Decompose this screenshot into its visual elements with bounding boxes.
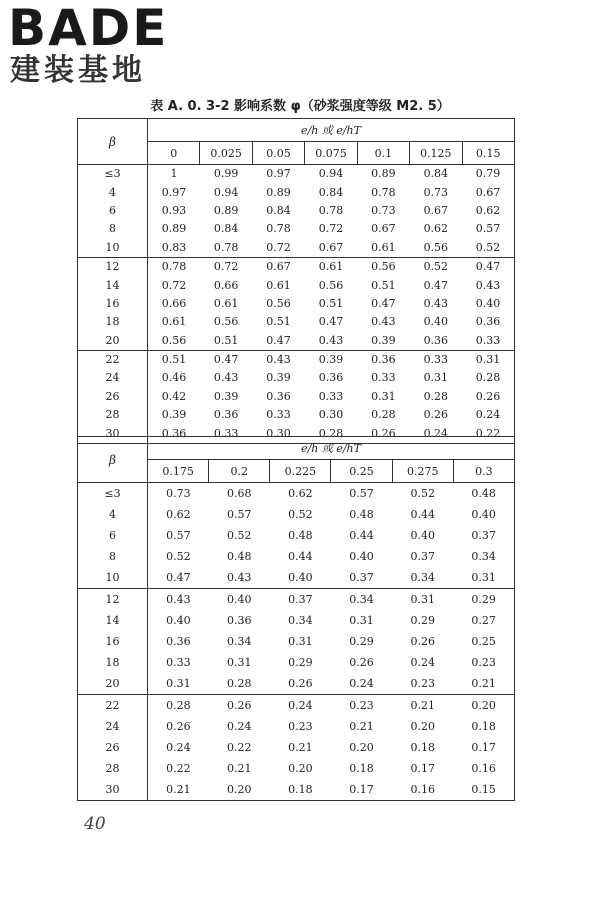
page-number: 40 [84,814,106,834]
phi-cell: 0.37 [270,589,331,611]
table-row [78,220,515,238]
phi-cell: 0.36 [462,313,514,331]
phi-cell: 0.47 [266,333,291,347]
phi-cell: 0.40 [288,570,313,584]
phi-cell: 0.43 [226,570,252,584]
phi-cell: 0.83 [161,240,187,254]
table-row [78,695,515,717]
phi-cell: 0.18 [349,761,374,775]
phi-cell: 0.31 [166,676,191,690]
beta-cell: ≤3 [78,483,148,505]
coefficient-table-1 [77,118,515,444]
phi-cell: 0.52 [166,549,191,563]
phi-cell: 0.31 [423,371,449,385]
phi-cell: 0.51 [148,350,200,369]
table-row [78,546,515,567]
phi-cell: 0.28 [462,369,514,387]
phi-cell: 0.29 [288,655,313,669]
beta-cell: 6 [78,525,148,546]
phi-cell: 0.33 [166,655,191,669]
phi-cell: 0.40 [410,528,435,542]
table-row [78,652,515,673]
beta-cell: 22 [78,350,148,369]
phi-cell: 0.24 [410,655,435,669]
phi-cell: 0.44 [410,507,435,521]
phi-cell: 0.43 [318,333,344,347]
phi-cell: 0.21 [392,695,453,717]
phi-cell: 0.62 [462,202,514,220]
phi-cell: 0.79 [462,165,514,184]
phi-cell: 0.23 [410,676,435,690]
phi-cell: 0.57 [331,483,392,505]
phi-cell: 0.39 [266,371,291,385]
phi-cell: 0.89 [213,203,239,217]
phi-cell: 0.43 [423,296,449,310]
table-row [78,295,515,313]
phi-cell: 0.84 [266,203,291,217]
phi-cell: 0.62 [270,483,331,505]
column-header: 0.025 [200,142,252,165]
phi-cell: 0.37 [349,570,374,584]
phi-cell: 0.29 [410,613,435,627]
table-row [78,673,515,695]
phi-cell: 0.56 [213,315,239,329]
phi-cell: 0.37 [410,549,435,563]
beta-cell: 24 [78,716,148,737]
beta-cell: ≤3 [78,165,148,184]
beta-cell: 4 [78,183,148,201]
phi-cell: 0.26 [410,634,435,648]
phi-cell: 0.40 [209,589,270,611]
phi-cell: 0.36 [213,408,239,422]
beta-cell: 30 [78,424,148,443]
phi-cell: 0.51 [318,296,344,310]
phi-cell: 0.16 [453,758,514,779]
phi-cell: 0.40 [453,504,514,525]
phi-cell: 0.57 [166,528,191,542]
phi-cell: 0.51 [266,315,291,329]
phi-cell: 0.48 [453,483,514,505]
phi-cell: 0.61 [305,257,357,276]
phi-cell: 0.61 [213,296,239,310]
beta-cell: 24 [78,369,148,387]
phi-cell: 0.67 [318,240,344,254]
phi-cell: 0.89 [161,222,187,236]
phi-cell: 0.26 [349,655,374,669]
table-row [78,406,515,424]
phi-cell: 0.25 [453,631,514,652]
table-row [78,257,515,276]
phi-cell: 0.78 [266,222,291,236]
phi-cell: 0.29 [349,634,374,648]
phi-cell: 0.52 [410,257,462,276]
phi-cell: 0.36 [148,424,200,443]
table-row [78,239,515,258]
phi-cell: 0.72 [200,257,252,276]
phi-cell: 0.89 [357,165,409,184]
phi-cell: 0.31 [371,389,396,403]
phi-cell: 0.16 [392,779,453,801]
beta-cell: 14 [78,610,148,631]
phi-cell: 0.56 [266,296,291,310]
phi-cell: 0.44 [349,528,374,542]
phi-cell: 0.20 [453,695,514,717]
column-header: 0.275 [392,460,453,483]
table-row [78,369,515,387]
phi-cell: 0.34 [288,613,313,627]
phi-cell: 0.24 [226,719,252,733]
column-header: 0.25 [331,460,392,483]
phi-cell: 0.57 [226,507,252,521]
phi-cell: 0.21 [349,719,374,733]
beta-header: β [78,437,148,483]
table-row [78,388,515,406]
beta-cell: 10 [78,567,148,589]
phi-cell: 0.47 [371,296,396,310]
phi-cell: 0.56 [161,333,187,347]
phi-cell: 0.47 [423,278,449,292]
phi-cell: 0.52 [392,483,453,505]
phi-cell: 0.29 [453,589,514,611]
phi-cell: 0.46 [161,371,187,385]
phi-cell: 0.61 [266,278,291,292]
phi-cell: 0.30 [318,408,344,422]
phi-cell: 0.89 [266,185,291,199]
beta-cell: 18 [78,652,148,673]
phi-cell: 0.27 [453,610,514,631]
phi-cell: 0.47 [462,257,514,276]
table-row [78,631,515,652]
phi-cell: 0.72 [318,222,344,236]
table-row [78,779,515,801]
beta-cell: 26 [78,388,148,406]
phi-cell: 0.93 [161,203,187,217]
column-header: 0.225 [270,460,331,483]
phi-cell: 0.39 [305,350,357,369]
phi-cell: 0.33 [462,332,514,351]
eh-header: e/h 或 e/hT [148,119,515,142]
phi-cell: 0.23 [288,719,313,733]
beta-cell: 10 [78,239,148,258]
phi-cell: 0.67 [371,222,396,236]
phi-cell: 0.17 [410,761,435,775]
beta-cell: 6 [78,202,148,220]
phi-cell: 0.56 [357,257,409,276]
phi-cell: 0.26 [166,719,191,733]
phi-cell: 0.48 [226,549,252,563]
beta-cell: 20 [78,332,148,351]
column-header: 0.175 [148,460,209,483]
phi-cell: 0.84 [410,165,462,184]
phi-cell: 0.43 [252,350,304,369]
phi-cell: 0.72 [161,278,187,292]
phi-cell: 0.52 [288,507,313,521]
column-header: 0.2 [209,460,270,483]
phi-cell: 0.28 [305,424,357,443]
phi-cell: 0.33 [410,350,462,369]
phi-cell: 0.39 [161,408,187,422]
phi-cell: 0.78 [318,203,344,217]
beta-cell: 20 [78,673,148,695]
phi-cell: 0.40 [349,549,374,563]
phi-cell: 0.33 [200,424,252,443]
phi-cell: 0.47 [318,315,344,329]
phi-cell: 0.36 [226,613,252,627]
phi-cell: 0.18 [410,740,435,754]
phi-cell: 0.26 [357,424,409,443]
table-row [78,276,515,294]
column-header: 0.1 [357,142,409,165]
phi-cell: 0.40 [166,613,191,627]
phi-cell: 0.26 [288,676,313,690]
phi-cell: 0.20 [410,719,435,733]
phi-cell: 0.36 [266,389,291,403]
phi-cell: 0.42 [161,389,187,403]
phi-cell: 0.21 [453,673,514,695]
phi-cell: 0.20 [288,761,313,775]
phi-cell: 0.17 [331,779,392,801]
phi-cell: 0.40 [462,295,514,313]
phi-cell: 0.31 [462,350,514,369]
table-row [78,165,515,184]
phi-cell: 0.61 [161,315,187,329]
phi-cell: 0.39 [213,389,239,403]
phi-cell: 0.94 [305,165,357,184]
beta-cell: 22 [78,695,148,717]
phi-cell: 0.61 [371,240,396,254]
phi-cell: 0.43 [462,276,514,294]
phi-cell: 0.24 [462,406,514,424]
logo-wordmark: BADE [8,0,169,57]
phi-cell: 0.43 [148,589,209,611]
phi-cell: 0.28 [371,408,396,422]
table-row [78,313,515,331]
phi-cell: 0.40 [423,315,449,329]
phi-cell: 0.28 [148,695,209,717]
phi-cell: 0.47 [200,350,252,369]
phi-cell: 0.62 [166,507,191,521]
beta-cell: 8 [78,546,148,567]
phi-cell: 0.20 [349,740,374,754]
phi-cell: 0.51 [371,278,396,292]
column-header: 0 [148,142,200,165]
table-row [78,350,515,369]
phi-cell: 0.20 [209,779,270,801]
beta-cell: 8 [78,220,148,238]
phi-cell: 0.66 [213,278,239,292]
beta-cell: 4 [78,504,148,525]
phi-cell: 0.62 [423,222,449,236]
phi-cell: 0.43 [371,315,396,329]
phi-cell: 0.39 [371,333,396,347]
phi-cell: 0.72 [266,240,291,254]
column-header: 0.05 [252,142,304,165]
beta-cell: 16 [78,295,148,313]
phi-cell: 0.28 [423,389,449,403]
phi-cell: 0.94 [213,185,239,199]
beta-cell: 18 [78,313,148,331]
coefficient-table-2 [77,436,515,801]
phi-cell: 0.44 [288,549,313,563]
brand-logo [8,2,178,90]
phi-cell: 0.15 [453,779,514,801]
table-row [78,716,515,737]
phi-cell: 0.34 [410,570,435,584]
phi-cell: 0.36 [166,634,191,648]
phi-cell: 0.48 [349,507,374,521]
beta-cell: 14 [78,276,148,294]
table-row [78,504,515,525]
phi-cell: 0.21 [288,740,313,754]
phi-cell: 0.24 [270,695,331,717]
phi-cell: 0.31 [288,634,313,648]
phi-cell: 0.73 [371,203,396,217]
beta-cell: 28 [78,406,148,424]
table-row [78,183,515,201]
table-caption: 表 A. 0. 3-2 影响系数 φ（砂浆强度等级 M2. 5） [150,99,450,114]
phi-cell: 0.23 [331,695,392,717]
phi-cell: 0.36 [357,350,409,369]
column-header: 0.075 [305,142,357,165]
phi-cell: 0.99 [200,165,252,184]
table-row [78,202,515,220]
phi-cell: 0.18 [270,779,331,801]
table-row [78,610,515,631]
phi-cell: 0.17 [453,737,514,758]
phi-cell: 0.33 [371,371,396,385]
phi-cell: 0.31 [226,655,252,669]
phi-cell: 0.97 [161,185,187,199]
phi-cell: 0.84 [213,222,239,236]
phi-cell: 0.26 [209,695,270,717]
phi-cell: 0.24 [166,740,191,754]
phi-cell: 0.84 [318,185,344,199]
phi-cell: 0.31 [453,567,514,589]
phi-cell: 0.26 [462,388,514,406]
table-row [78,567,515,589]
table-row [78,737,515,758]
phi-cell: 0.52 [462,239,514,258]
phi-cell: 0.22 [226,740,252,754]
column-header: 0.3 [453,460,514,483]
phi-cell: 0.73 [423,185,449,199]
phi-cell: 0.43 [213,371,239,385]
phi-cell: 0.34 [331,589,392,611]
phi-cell: 0.28 [226,676,252,690]
phi-cell: 0.37 [453,525,514,546]
phi-cell: 0.30 [252,424,304,443]
phi-cell: 0.48 [288,528,313,542]
beta-cell: 26 [78,737,148,758]
phi-cell: 0.24 [349,676,374,690]
phi-cell: 0.36 [318,371,344,385]
phi-cell: 0.33 [318,389,344,403]
phi-cell: 1 [148,165,200,184]
phi-cell: 0.56 [423,240,449,254]
phi-cell: 0.22 [462,424,514,443]
phi-cell: 0.34 [453,546,514,567]
phi-cell: 0.67 [423,203,449,217]
phi-cell: 0.78 [371,185,396,199]
phi-cell: 0.51 [213,333,239,347]
phi-cell: 0.52 [226,528,252,542]
phi-cell: 0.22 [166,761,191,775]
table-row [78,525,515,546]
phi-cell: 0.66 [161,296,187,310]
phi-cell: 0.56 [318,278,344,292]
table-row [78,483,515,505]
phi-cell: 0.21 [148,779,209,801]
phi-cell: 0.34 [226,634,252,648]
phi-cell: 0.31 [349,613,374,627]
beta-cell: 16 [78,631,148,652]
beta-cell: 12 [78,257,148,276]
phi-cell: 0.33 [266,408,291,422]
column-header: 0.15 [462,142,514,165]
phi-cell: 0.18 [453,716,514,737]
phi-cell: 0.31 [392,589,453,611]
table-row [78,758,515,779]
phi-cell: 0.67 [252,257,304,276]
phi-cell: 0.78 [148,257,200,276]
phi-cell: 0.78 [213,240,239,254]
phi-cell: 0.21 [226,761,252,775]
phi-cell: 0.97 [252,165,304,184]
phi-cell: 0.68 [209,483,270,505]
phi-cell: 0.24 [410,424,462,443]
table-row [78,332,515,351]
logo-subtitle: 建装基地 [10,53,146,88]
beta-header: β [78,119,148,165]
phi-cell: 0.23 [453,652,514,673]
phi-cell: 0.73 [148,483,209,505]
beta-cell: 12 [78,589,148,611]
eh-header: e/h 或 e/hT [148,437,515,460]
column-header: 0.125 [410,142,462,165]
table-row [78,589,515,611]
phi-cell: 0.36 [423,333,449,347]
phi-cell: 0.26 [423,408,449,422]
phi-cell: 0.67 [462,183,514,201]
phi-cell: 0.57 [462,220,514,238]
phi-cell: 0.47 [166,570,191,584]
beta-cell: 30 [78,779,148,801]
beta-cell: 28 [78,758,148,779]
